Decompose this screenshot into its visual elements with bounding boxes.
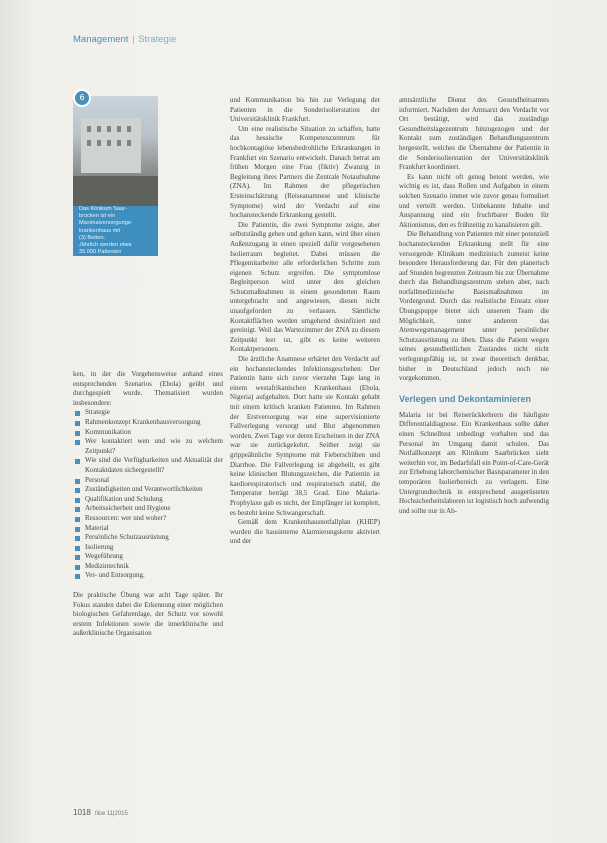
caption-line: und seine Tochter- <box>79 299 125 306</box>
caption-line: krankenhaus mit <box>79 227 121 234</box>
section-header <box>73 34 176 45</box>
caption-line: gesellschaften. <box>79 306 117 313</box>
paragraph: Die praktische Übung war acht Tage später. Ihr Fokus standen dabei die Erkennung einer möglichen biologischen Gefahrenlage, der Schutz vor sowohl erstem Infektionen sowie die innerklinische und außerklinische Organisation <box>73 591 223 638</box>
paragraph: Die Patientin, die zwei Symptome zeigte, aber selbstständig gehen und gehen kann, wird über einen Außenzugang in einen speziell dafür vorgesehenen Isolierraum begleitet. Dabei müssen die Pflegemitarbeiter alle erforderlichen Schritte zum eigenen Schutz ergreifen. Die symptomlose Begleitperson wird unter den gleichen Schutzmaßnahmen in einem gesonderten Raum untergebracht und angewiesen, diesen nicht unaufgefordert zu verlassen. Sämtliche Kontaktflächen werden umgehend desinfiziert und gereinigt. Weil das Wartezimmer der ZNA zu diesem Zeitpunkt leer ist, gibt es keine weiteren Kontaktpersonen. <box>230 220 380 354</box>
list-item: Wie sind die Verfügbarkeiten und Aktualität der Kontaktdaten sichergestellt? <box>73 456 223 475</box>
paragraph: Gemäß dem Krankenhausnotfallplan (KHEP) wurden die hausinterne Alarmierungskette aktiviert und der <box>230 518 380 546</box>
paragraph: Um eine realistische Situation zu schaffen, hatte das hessische Kompetenzzentrum für hochkontagiöse lebensbedrohliche Erkrankungen in Frankfurt ein Szenario entwickelt. Danach betrat am frühen Morgen eine Frau (fiktiv) Zwanzig in Begleitung ihres Partners die Zentrale Notaufnahme (ZNA). Im Rahmen der pflegerischen Ersteinschätzung (Reiseanamnese und klinische Symptome) wird der Verdacht auf eine hochansteckende Erkrankung gestellt. <box>230 124 380 220</box>
section-label: Management <box>73 34 129 45</box>
caption-line: Knapp 2.000 Mitarbeiter <box>79 278 139 285</box>
photo-badge-icon: 6 <box>73 89 91 107</box>
page-number: 1018 <box>73 808 91 817</box>
section-separator: | <box>132 34 135 45</box>
list-item: Medizintechnik <box>73 562 223 572</box>
list-item: Ver- und Entsorgung. <box>73 571 223 581</box>
hospital-photo <box>73 96 158 206</box>
caption-line: stationär und rund <box>79 256 125 263</box>
text-column-3 <box>399 96 549 516</box>
paragraph: amtsärztliche Dienst des Gesundheitsamtes informiert. Nachdem der Amtsarzt den Verdacht vor Ort bestätigt, wird das zuständige Gesundheitslagezentrum hinzugezogen und der Kontakt zum zuständigen Behandlungszentrum hergestellt, welches die Übernahme der Patientin in die Sonderisolierstation der Universitätsklinik Frankfurt koordiniert. <box>399 96 549 172</box>
caption-line: ambulant behandelt. <box>79 270 130 277</box>
section-subheading: Verlegen und Dekontaminieren <box>399 393 532 404</box>
caption-line: 35.000 Patienten <box>79 249 122 256</box>
list-item: Personal <box>73 476 223 486</box>
list-item: Isolierung <box>73 543 223 553</box>
paragraph: Es kann nicht oft genug betont werden, wie wichtig es ist, dass Rollen und Aufgaben in einem solchen Szenario immer wie zuvor genau formuliert und verteilt werden. Unbekannte Inhalte und Anspannung sind ein fruchtbarer Boden für Aktionismus, den es frühzeitig zu kanalisieren gilt. <box>399 172 549 229</box>
caption-line: Klinikum Saarbrücken <box>79 292 134 299</box>
page-footer <box>73 808 128 817</box>
list-item: Zuständigkeiten und Verantwortlichkeiten <box>73 485 223 495</box>
paragraph: Die Behandlung von Patienten mit einer potenziell hochansteckenden Erkrankung stellt für eine versorgende Klinikum medizinisch zumeist keine besondere Herausforderung dar. Für den planerisch auf Stunden begrenzten Zeitraum bis zur Übernahme durch das Behandlungszentrum stehen aber, nach notfallmedizinische Basismaßnahmen im Vordergrund. Durch das realistische Einsatz einer Übungspuppe bietet sich unserem Team die Möglichkeit, unter anderem das Atemwegsmanagement unter persönlicher Schutzausrüstung zu üben. Dass die Patient wegen seines gesundheitlichen Zustandes nicht nicht verlegungsfähig ist, ist zwar theoretisch denkbar, bisher in Deutschland jedoch noch nie vorgekommen. <box>399 230 549 383</box>
caption-line: Das Klinikum Saar- <box>79 206 127 212</box>
paragraph: Die ärztliche Anamnese erhärtet den Verdacht auf ein hochansteckendes Infektionsgeschehen: Der Patientin hatte sich zuvor vierzehn Tage lang in einem westafrikanischen Krankenhaus (Ebola, Nigeria) aufgehalten. Dort hatte sie Kontakt gehabt mit einem kritisch kranken Patienten. Im Rahmen der Erstversorgung war eine supervisionierte Fallverlegung versorgt und Blut abgenommen worden. Zwei Tage vor deren Erscheinen in der ZNA war sie zurückgekehrt. Seither zeigt sie grippeähnliche Symptome mit Fieberschüben und Diarrhoe. Die Fallverlegung ist abgeheilt, es gibt keine klinischen Blutungszeichen, die Patientin ist kardiorespiratorisch und respiratorisch stabil, die Temperatur beträgt 38,5 Grad. Eine Malaria-Prophylaxe gab es nicht, der Empfänger ist komplett, es besteht keine Schwangerschaft. <box>230 355 380 517</box>
list-item: Ressourcen: wer und woher? <box>73 514 223 524</box>
list-item: Persönliche Schutzausrüstung <box>73 533 223 543</box>
paragraph: ken, in der die Vorgehensweise anhand eines entsprechenden Szenarios (Ebola) geübt und durchgespielt wurde. Thematisiert wurden insbesondere: <box>73 370 223 407</box>
caption-line: (3) Betten. <box>79 234 106 241</box>
paragraph: und Kommunikation bis hin zur Verlegung der Patienten in die Sonderisolierstation der Universitätsklinik Frankfurt. <box>230 96 380 124</box>
list-item: Wer kontaktiert wen und wie zu welchem Zeitpunkt? <box>73 437 223 456</box>
text-column-2 <box>230 96 380 547</box>
list-item: Arbeitssicherheit und Hygiene <box>73 504 223 514</box>
list-item: Strategie <box>73 408 223 418</box>
text-column-1 <box>73 370 223 639</box>
caption-line: 80.000 Patienten <box>79 263 122 270</box>
caption-line: Jährlich werden etwa <box>79 242 132 249</box>
photo-caption <box>79 206 157 314</box>
list-item: Qualifikation und Schulung <box>73 495 223 505</box>
list-item: Kommunikation <box>73 428 223 438</box>
subsection-label: Strategie <box>138 34 177 45</box>
list-item: Wegeführung <box>73 552 223 562</box>
caption-line: Maximalversorgungs- <box>79 220 133 227</box>
magazine-issue: f&w 11|2015 <box>95 811 128 817</box>
caption-line: arbeiten für das <box>79 285 118 292</box>
list-item: Rahmenkonzept Krankenhausversorgung <box>73 418 223 428</box>
list-item: Material <box>73 524 223 534</box>
paragraph: Malaria ist bei Reiserückkehrern die häufigste Differentialdiagnose. Ein Krankenhaus sollte daher einen Schnelltest unbedingt vorhalten und das Personal im Umgang damit schulen. Das Notfallkonzept am Klinikum Saarbrücken sieht weiterhin vor, im Bedarfsfall ein Point-of-Care-Gerät zur Erhebung laborchemischer Basisparameter in den temporären Isolierbereich zu verlagern. Eine Untergrundtechnik in entsprechend ausgerüsteten Hochsicherheitslaborеn ist logistisch hoch aufwendig und sollte nur in Ab- <box>399 410 549 515</box>
caption-line: brücken ist ein <box>79 213 116 220</box>
topics-list <box>73 408 223 581</box>
